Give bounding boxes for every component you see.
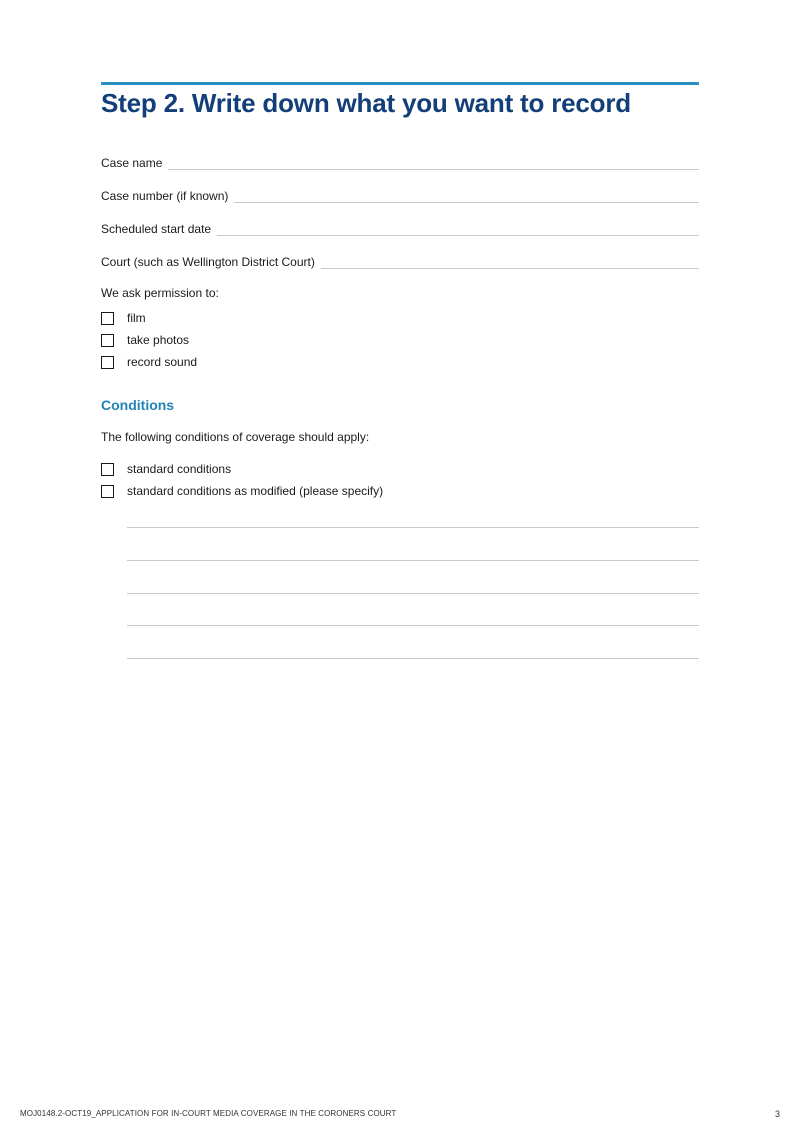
permission-option-photos[interactable] xyxy=(101,332,189,348)
case-name-label: Case name xyxy=(101,156,163,170)
permission-prompt: We ask permission to: xyxy=(101,286,219,300)
modified-conditions-checkbox[interactable] xyxy=(101,485,114,498)
film-label: film xyxy=(127,311,146,325)
permission-option-sound[interactable] xyxy=(101,354,197,370)
case-name-field[interactable] xyxy=(101,150,699,170)
title-top-rule xyxy=(101,82,699,85)
modified-conditions-label: standard conditions as modified (please specify) xyxy=(127,484,384,498)
page-number: 3 xyxy=(774,1109,780,1119)
specify-line[interactable] xyxy=(127,527,699,528)
record-sound-checkbox[interactable] xyxy=(101,356,114,369)
record-sound-label: record sound xyxy=(127,355,198,369)
specify-line[interactable] xyxy=(127,625,699,626)
court-label: Court (such as Wellington District Court) xyxy=(101,255,315,269)
permission-option-film[interactable] xyxy=(101,310,146,326)
scheduled-start-date-label: Scheduled start date xyxy=(101,222,212,236)
specify-line[interactable] xyxy=(127,593,699,594)
case-number-input-line[interactable] xyxy=(234,201,699,203)
take-photos-checkbox[interactable] xyxy=(101,334,114,347)
footer-document-code: MOJ0148.2-OCT19_APPLICATION FOR IN-COURT MEDIA COVERAGE IN THE CORONERS COURT xyxy=(20,1109,397,1118)
film-checkbox[interactable] xyxy=(101,312,114,325)
conditions-option-modified[interactable] xyxy=(101,483,383,499)
court-field[interactable] xyxy=(101,249,699,269)
case-name-input-line[interactable] xyxy=(168,168,699,170)
conditions-heading: Conditions xyxy=(101,397,175,413)
specify-line[interactable] xyxy=(127,560,699,561)
case-number-field[interactable] xyxy=(101,183,699,203)
scheduled-start-date-input-line[interactable] xyxy=(217,234,699,236)
specify-line[interactable] xyxy=(127,658,699,659)
standard-conditions-label: standard conditions xyxy=(127,462,232,476)
court-input-line[interactable] xyxy=(321,267,699,269)
page-title: Step 2. Write down what you want to record xyxy=(101,88,631,118)
conditions-prompt: The following conditions of coverage should apply: xyxy=(101,430,370,444)
case-number-label: Case number (if known) xyxy=(101,189,229,203)
take-photos-label: take photos xyxy=(127,333,190,347)
conditions-option-standard[interactable] xyxy=(101,461,231,477)
scheduled-start-date-field[interactable] xyxy=(101,216,699,236)
standard-conditions-checkbox[interactable] xyxy=(101,463,114,476)
